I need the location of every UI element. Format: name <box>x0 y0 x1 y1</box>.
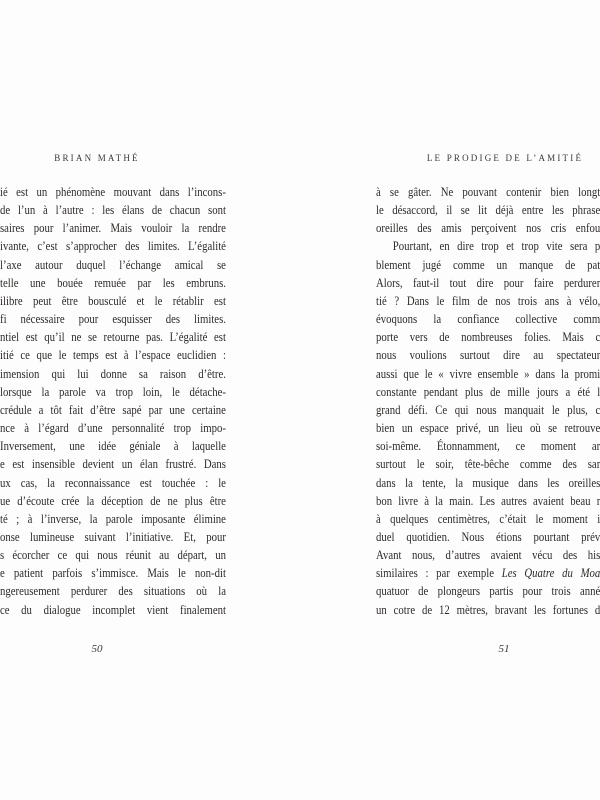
text-line: saires pour l’animer. Mais vouloir la rendre <box>0 221 226 236</box>
text-line: ivante, c’est s’approcher des limites. L’égalité <box>0 239 226 254</box>
text-line: un cotre de 12 mètres, bravant les fortunes d <box>376 602 600 617</box>
text-line: oreilles des amis perçoivent nos cris enfou <box>376 221 600 236</box>
text-line: bien un espace privé, un lieu où se retrouve <box>376 421 600 436</box>
text-line: nous voulions surtout dire au spectateur <box>376 348 600 363</box>
running-header-title: LE PRODIGE DE L’AMITIÉ <box>426 153 584 163</box>
text-line: de l’un à l’autre : les élans de chacun sont <box>0 203 226 218</box>
text-line: ce du dialogue incomplet vient finalement <box>0 602 226 617</box>
text-line: aussi que le « vivre ensemble » dans la promi <box>376 366 600 381</box>
text-line: ié est un phénomène mouvant dans l’incons- <box>0 185 226 199</box>
text-line: Alors, faut-il tout dire pour faire perdurer <box>376 275 600 290</box>
page-number-right: 51 <box>498 643 510 655</box>
text-line: le désaccord, il se lit déjà entre les phrase <box>376 203 600 218</box>
text-line: e est insensible devient un élan frustré. Dans <box>0 457 226 472</box>
text-line: Pourtant, en dire trop et trop vite sera p <box>392 239 600 254</box>
text-line: duel quotidien. Nous étions pourtant prév <box>376 529 600 544</box>
text-line: évoquons la confiance collective comm <box>376 312 600 327</box>
text-line: fi nécessaire pour esquisser des limites. <box>0 312 226 327</box>
text-line: à se gâter. Ne pouvant contenir bien longt <box>376 185 600 199</box>
left-page-lines <box>0 183 226 619</box>
text-line: quatuor de plongeurs partis pour trois anné <box>376 584 600 599</box>
text-line: constante pendant plus de mille jours a été l <box>376 384 600 399</box>
text-line: soi-même. Étonnamment, ce moment ar <box>376 439 600 454</box>
text-line: surtout le soir, tête-bêche comme des sar <box>376 457 600 472</box>
text-line: bon livre à la main. Les autres avaient beau r <box>376 493 600 508</box>
right-page-lines <box>376 183 600 619</box>
left-page-text-column <box>0 183 226 633</box>
text-line: nce à l’égard d’une personnalité trop impo- <box>0 421 226 436</box>
text-line: s écorcher ce qui nous réunit au départ, un <box>0 548 226 563</box>
text-line: ngereusement perdurer des situations où la <box>0 584 226 599</box>
text-line: e patient parfois s’immisce. Mais le non-dit <box>0 566 226 581</box>
text-line: lorsque la parole va trop loin, le détache- <box>0 384 226 399</box>
text-line: blement jugé comme un manque de pat <box>376 257 600 272</box>
text-line: ilibre peut être bousculé et le rétablir est <box>0 293 226 308</box>
text-line: ux cas, la reconnaissance est touchée : le <box>0 475 226 490</box>
right-page-text-column <box>376 183 600 633</box>
text-line: imension qui lui donne sa raison d’être. <box>0 366 226 381</box>
text-line: crédule a tôt fait d’être sapé par une certaine <box>0 402 226 417</box>
text-line: grand défi. Ce qui nous manquait le plus, c <box>376 402 600 417</box>
text-line: té ; à l’inverse, la parole imposante élimine <box>0 511 226 526</box>
text-line: Inversement, une idée géniale à laquelle <box>0 439 226 454</box>
text-line: similaires : par exemple Les Quatre du Moa <box>376 566 600 581</box>
text-line: ue d’écoute crée la déception de ne plus être <box>0 493 226 508</box>
running-header-author: BRIAN MATHÉ <box>54 153 140 163</box>
text-line: telle une bouée remuée par les embruns. <box>0 275 226 290</box>
text-line: porte vers de nombreuses folies. Mais c <box>376 330 600 345</box>
text-line: onse lumineuse suivant l’initiative. Et, pour <box>0 529 226 544</box>
text-line: itié ce que le temps est à l’espace euclidien : <box>0 348 226 363</box>
text-line: l’axe autour duquel l’échange amical se <box>0 257 226 272</box>
text-line: tié ? Dans le film de nos trois ans à vélo, <box>376 293 600 308</box>
text-line: ntiel est qu’il ne se retourne pas. L’égalité est <box>0 330 226 345</box>
page-number-left: 50 <box>91 643 103 655</box>
text-line: Avant nous, d’autres avaient vécu des his <box>376 548 600 563</box>
text-line: à quelques centimètres, c’était le moment i <box>376 511 600 526</box>
text-line: dans la tente, la musique dans les oreilles <box>376 475 600 490</box>
